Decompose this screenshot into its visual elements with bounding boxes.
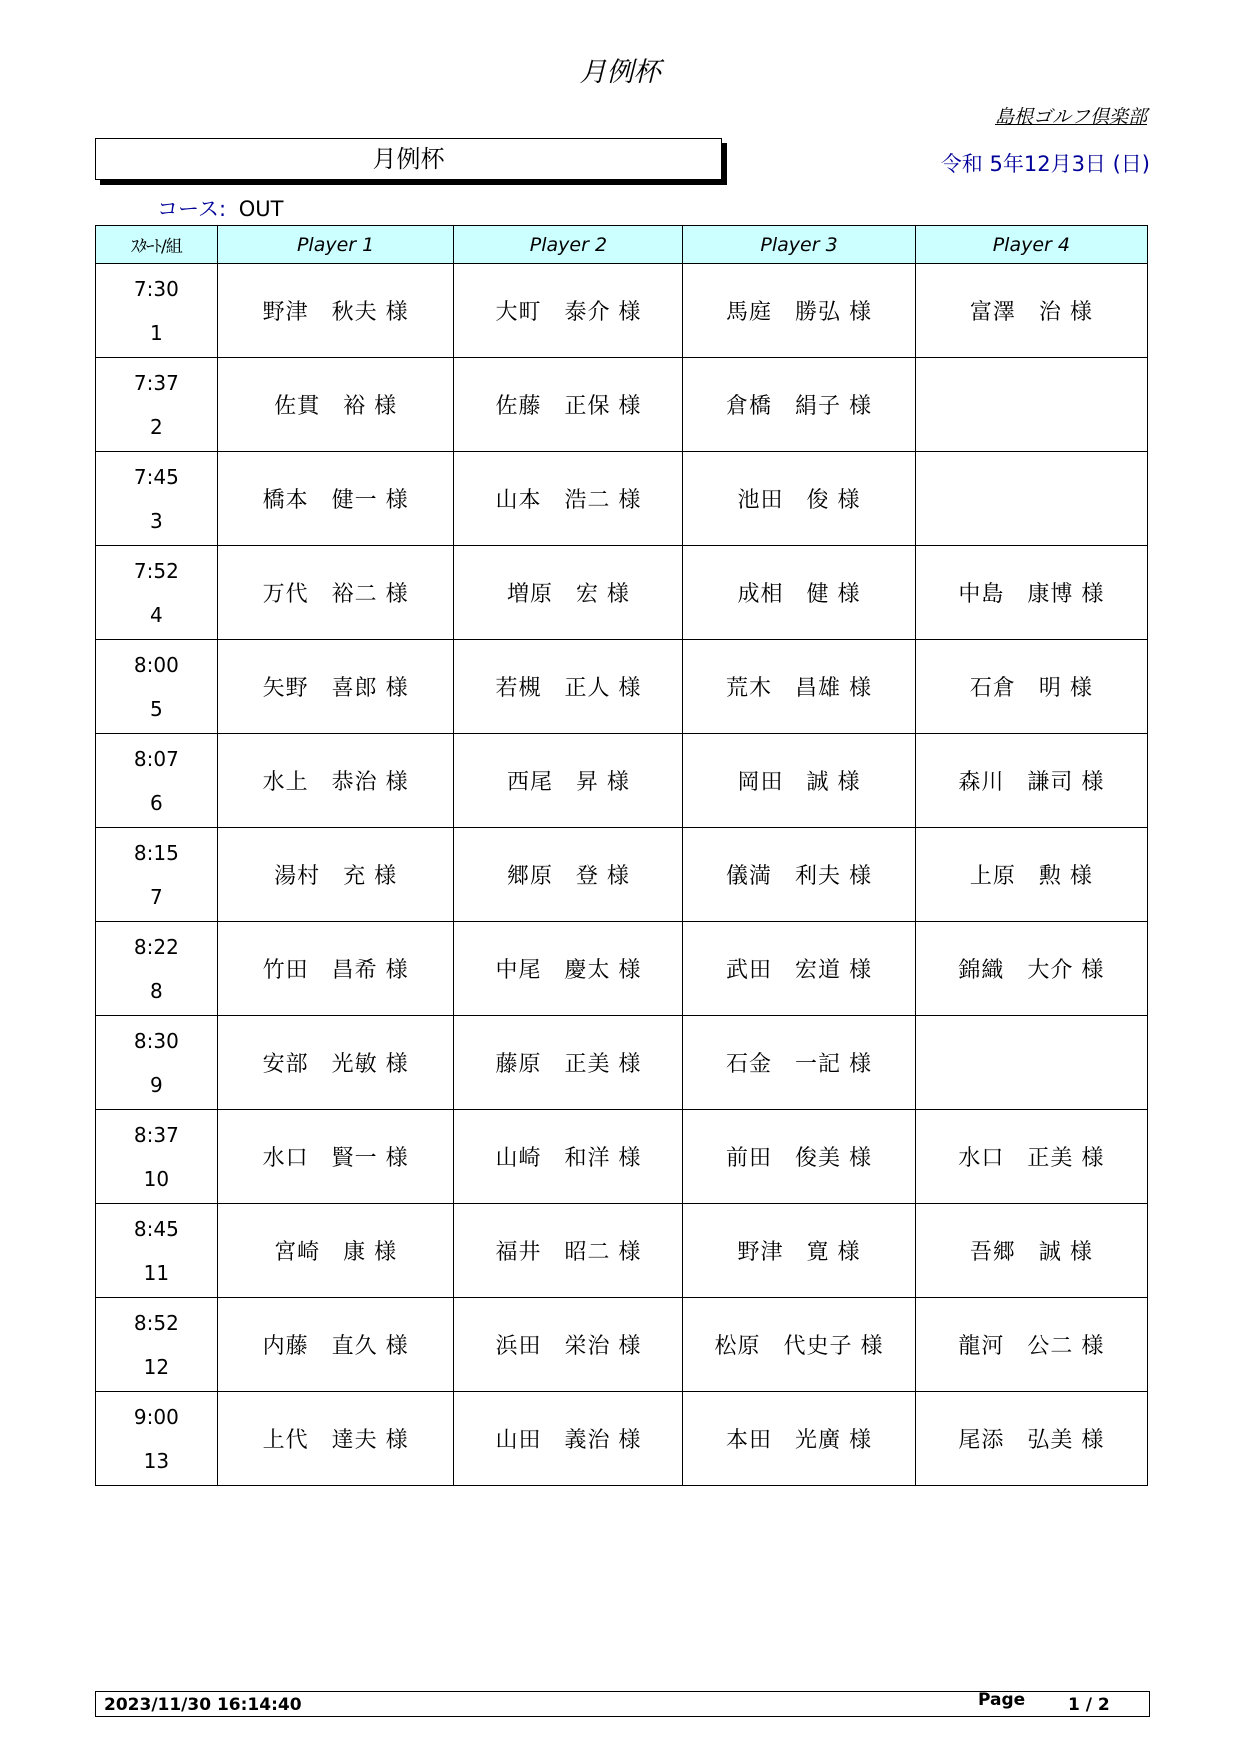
start-time: 9:00: [133, 1404, 179, 1429]
column-header-player-3: Player 3: [683, 226, 915, 264]
table-row: [96, 1298, 1148, 1392]
player-cell: 石金 一記 様: [683, 1016, 915, 1110]
group-number: 7: [149, 884, 163, 909]
table-row: [96, 1110, 1148, 1204]
group-number: 4: [149, 602, 163, 627]
player-cell: 浜田 栄治 様: [454, 1298, 683, 1392]
player-cell: 若槻 正人 様: [454, 640, 683, 734]
group-number: 3: [149, 508, 163, 533]
player-cell: 錦織 大介 様: [915, 922, 1147, 1016]
table-row: [96, 358, 1148, 452]
player-cell: 上代 達夫 様: [217, 1392, 454, 1486]
footer: [95, 1691, 1150, 1717]
start-group-cell: [96, 1298, 218, 1392]
player-cell: 水口 正美 様: [915, 1110, 1147, 1204]
start-time: 7:45: [133, 464, 179, 489]
start-time: 8:52: [133, 1310, 179, 1335]
start-time: 8:37: [133, 1122, 179, 1147]
player-cell: 野津 寛 様: [683, 1204, 915, 1298]
group-number: 12: [143, 1354, 170, 1379]
player-cell: 富澤 治 様: [915, 264, 1147, 358]
table-row: [96, 734, 1148, 828]
player-cell: 前田 俊美 様: [683, 1110, 915, 1204]
page-number: 1 / 2: [1068, 1695, 1110, 1715]
start-time: 7:30: [133, 276, 179, 301]
start-group-cell: [96, 358, 218, 452]
start-group-cell: [96, 1204, 218, 1298]
course-line: [157, 193, 283, 223]
start-group-cell: [96, 452, 218, 546]
player-cell: 中尾 慶太 様: [454, 922, 683, 1016]
course-label: コース:: [157, 197, 227, 221]
group-number: 10: [143, 1166, 170, 1191]
course-value: OUT: [238, 197, 284, 221]
player-cell: 矢野 喜郎 様: [217, 640, 454, 734]
player-cell: 尾添 弘美 様: [915, 1392, 1147, 1486]
start-group-cell: [96, 1110, 218, 1204]
column-header-start-group: ｽﾀｰﾄ/組: [96, 226, 218, 264]
start-time: 7:52: [133, 558, 179, 583]
start-time: 8:07: [133, 746, 179, 771]
player-cell: 佐貫 裕 様: [217, 358, 454, 452]
table-row: [96, 452, 1148, 546]
player-cell: [915, 452, 1147, 546]
player-cell: 内藤 直久 様: [217, 1298, 454, 1392]
player-cell: 武田 宏道 様: [683, 922, 915, 1016]
player-cell: 儀満 利夫 様: [683, 828, 915, 922]
player-cell: 湯村 充 様: [217, 828, 454, 922]
table-body: [96, 264, 1148, 1486]
player-cell: 吾郷 誠 様: [915, 1204, 1147, 1298]
player-cell: 竹田 昌希 様: [217, 922, 454, 1016]
player-cell: [915, 1016, 1147, 1110]
table-row: [96, 1392, 1148, 1486]
player-cell: 中島 康博 様: [915, 546, 1147, 640]
player-cell: 増原 宏 様: [454, 546, 683, 640]
player-cell: 宮崎 康 様: [217, 1204, 454, 1298]
player-cell: 佐藤 正保 様: [454, 358, 683, 452]
start-time: 8:30: [133, 1028, 179, 1053]
player-cell: 松原 代史子 様: [683, 1298, 915, 1392]
column-header-player-2: Player 2: [454, 226, 683, 264]
group-number: 8: [149, 978, 163, 1003]
player-cell: 山本 浩二 様: [454, 452, 683, 546]
tee-time-table: [95, 225, 1148, 1486]
event-date: 令和 5年12月3日 (日): [940, 152, 1150, 176]
event-title: 月例杯: [372, 145, 445, 173]
player-cell: 西尾 昇 様: [454, 734, 683, 828]
player-cell: 岡田 誠 様: [683, 734, 915, 828]
print-timestamp: 2023/11/30 16:14:40: [104, 1695, 302, 1715]
start-group-cell: [96, 1392, 218, 1486]
column-header-player-4: Player 4: [915, 226, 1147, 264]
player-cell: 水上 恭治 様: [217, 734, 454, 828]
player-cell: 森川 謙司 様: [915, 734, 1147, 828]
group-number: 5: [149, 696, 163, 721]
player-cell: 倉橋 絹子 様: [683, 358, 915, 452]
player-cell: 橋本 健一 様: [217, 452, 454, 546]
player-cell: 成相 健 様: [683, 546, 915, 640]
player-cell: 藤原 正美 様: [454, 1016, 683, 1110]
column-header-player-1: Player 1: [217, 226, 454, 264]
player-cell: 万代 裕二 様: [217, 546, 454, 640]
start-group-cell: [96, 640, 218, 734]
table-row: [96, 1204, 1148, 1298]
table-header-row: [96, 226, 1148, 264]
player-cell: 池田 俊 様: [683, 452, 915, 546]
start-group-cell: [96, 546, 218, 640]
table-row: [96, 1016, 1148, 1110]
player-cell: 石倉 明 様: [915, 640, 1147, 734]
page-label: Page: [978, 1690, 1026, 1710]
start-group-cell: [96, 828, 218, 922]
player-cell: 水口 賢一 様: [217, 1110, 454, 1204]
start-time: 8:45: [133, 1216, 179, 1241]
player-cell: 大町 泰介 様: [454, 264, 683, 358]
club-name: 島根ゴルフ倶楽部: [994, 106, 1147, 128]
player-cell: 福井 昭二 様: [454, 1204, 683, 1298]
player-cell: 荒木 昌雄 様: [683, 640, 915, 734]
start-group-cell: [96, 1016, 218, 1110]
table-row: [96, 922, 1148, 1016]
table-row: [96, 640, 1148, 734]
group-number: 9: [149, 1072, 163, 1097]
player-cell: 山田 義治 様: [454, 1392, 683, 1486]
group-number: 11: [143, 1260, 170, 1285]
start-group-cell: [96, 264, 218, 358]
start-time: 7:37: [133, 370, 179, 395]
player-cell: 龍河 公二 様: [915, 1298, 1147, 1392]
player-cell: 上原 勲 様: [915, 828, 1147, 922]
group-number: 6: [149, 790, 163, 815]
group-number: 1: [149, 320, 163, 345]
player-cell: 山崎 和洋 様: [454, 1110, 683, 1204]
player-cell: 野津 秋夫 様: [217, 264, 454, 358]
player-cell: 安部 光敏 様: [217, 1016, 454, 1110]
event-title-box: [95, 138, 722, 180]
table-row: [96, 546, 1148, 640]
table-row: [96, 828, 1148, 922]
start-time: 8:00: [133, 652, 179, 677]
start-time: 8:15: [133, 840, 179, 865]
start-group-cell: [96, 922, 218, 1016]
start-group-cell: [96, 734, 218, 828]
page-title: 月例杯: [579, 57, 661, 88]
player-cell: 馬庭 勝弘 様: [683, 264, 915, 358]
group-number: 13: [143, 1448, 170, 1473]
table-row: [96, 264, 1148, 358]
player-cell: 本田 光廣 様: [683, 1392, 915, 1486]
player-cell: [915, 358, 1147, 452]
group-number: 2: [149, 414, 163, 439]
start-time: 8:22: [133, 934, 179, 959]
player-cell: 郷原 登 様: [454, 828, 683, 922]
